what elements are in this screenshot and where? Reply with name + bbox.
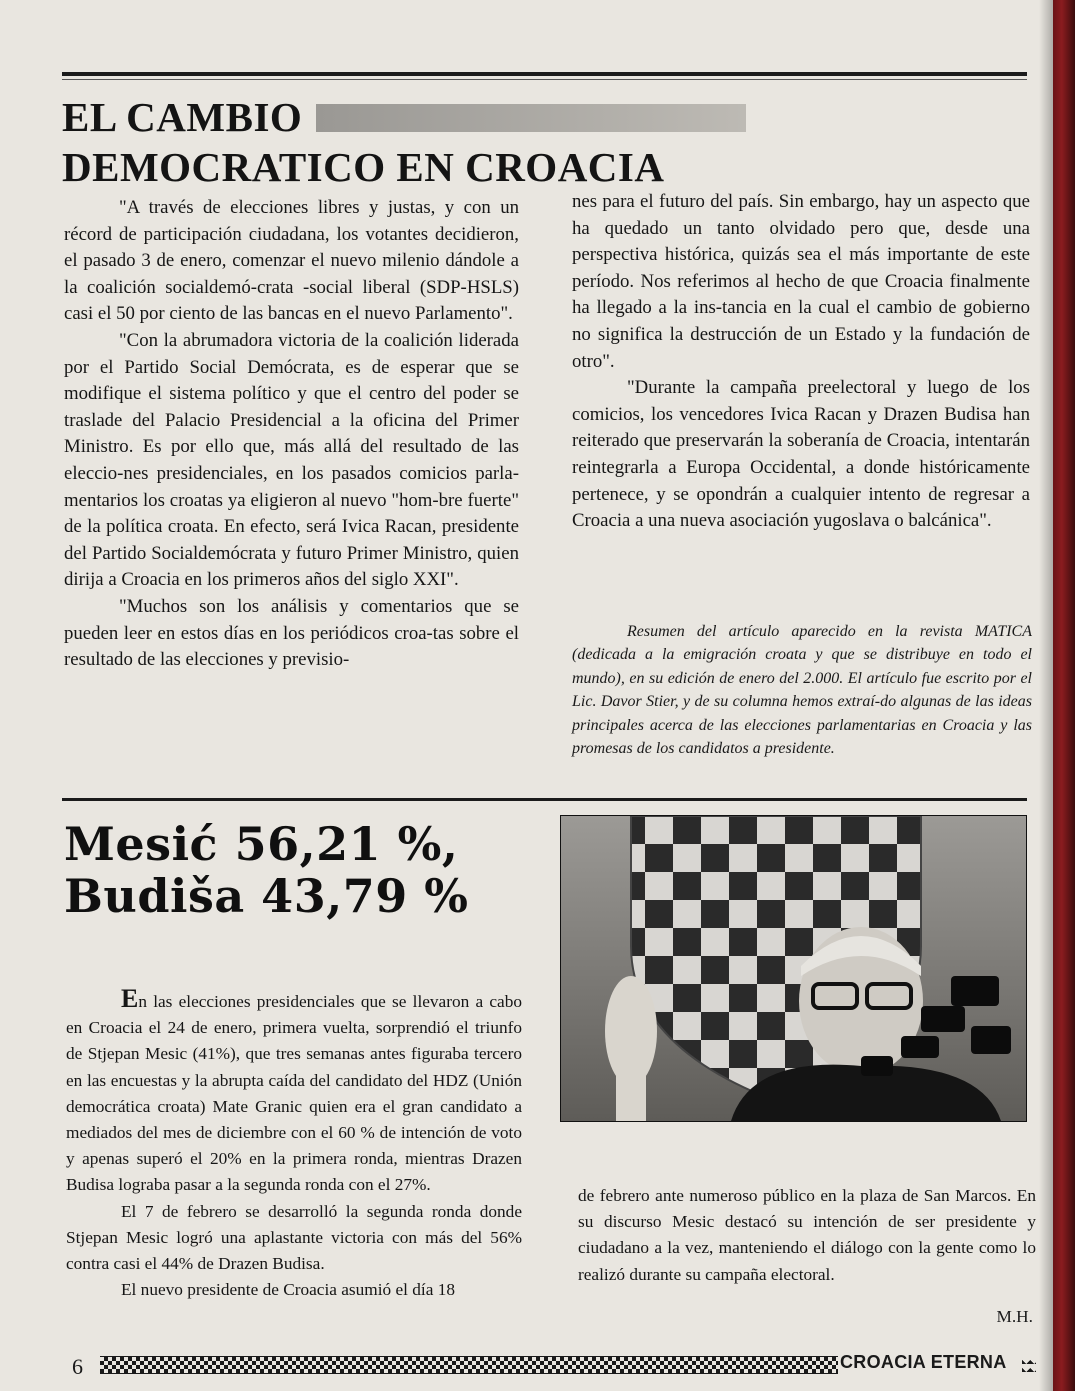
article-right-column xyxy=(572,189,1030,535)
president-photo xyxy=(560,815,1027,1122)
paragraph: de febrero ante numeroso público en la plaza de San Marcos. En su discurso Mesic destacó su intención de ser presidente y ciudadano a la vez, manteniendo el diálogo con la gente como lo realizó durante su campaña electoral. xyxy=(578,1186,1036,1284)
top-rule xyxy=(62,72,1027,76)
paragraph: El 7 de febrero se desarrolló la segunda ronda donde Stjepan Mesic logró una aplastante victoria con más del 56% contra casi el 44% de Drazen Budisa. xyxy=(66,1201,522,1274)
results-headline xyxy=(64,818,544,922)
magazine-name: CROACIA ETERNA xyxy=(840,1352,1007,1372)
paragraph: En las elecciones presidenciales que se llevaron a cabo en Croacia el 24 de enero, primera vuelta, sorprendió el triunfo de Stjepan Mesic (41%), que tres semanas antes figuraba tercero en las encuestas y la abrupta caída del candidato del HDZ (Unión democrática croata) Mate Granic quien era el gran candidato a mediados del mes de diciembre con el 60 % de intención de voto y apenas superó el 20% en la primera ronda, mientras Drazen Budisa lograba pasar a la segunda ronda con el 27%. xyxy=(66,984,522,1195)
top-rule-thin xyxy=(62,79,1027,80)
summary-text: Resumen del artículo aparecido en la revista MATICA (dedicada a la emigración croata y que se distribuye en todo el mundo), en su edición de enero del 2.000. El artículo fue escrito por el Lic. Davor Stier, y de su columna hemos extraí-do algunas de las ideas principales acerca de las elecciones parlamentarias en Croacia y las promesas de los candidatos a presidente. xyxy=(572,623,1032,758)
results-right-column xyxy=(578,1183,1036,1288)
paragraph: nes para el futuro del país. Sin embargo, hay un aspecto que ha quedado un tanto olvidado pero que, desde una perspectiva histórica, quizás sea el más importante de este período. Nos referimos al hecho de que Croacia finalmente ha llegado a la ins-tancia en la cual el cambio de gobierno no significa la destrucción de un Estado y la fundación de otro". xyxy=(572,191,1030,372)
paragraph: "A través de elecciones libres y justas, y con un récord de participación ciudadana, los votantes decidieron, el pasado 3 de enero, comenzar el nuevo milenio dándole a la coalición socialdemó-crata -social liberal (SDP-HSLS) casi el 50 por ciento de las bancas en el nuevo Parlamento". xyxy=(64,197,519,325)
paragraph: "Durante la campaña preelectoral y luego de los comicios, los vencedores Ivica Racan y Drazen Budisa han reiterado que preservarán la soberanía de Croacia, intentarán reintegrarla a Europa Occidental, a donde históricamente pertenece, y se opondrán a cualquier intento de regresar a Croacia a una nueva asociación yugoslava o balcánica". xyxy=(572,377,1030,532)
article-title xyxy=(62,92,762,192)
paragraph: "Con la abrumadora victoria de la coalición liderada por el Partido Social Demócrata, es de esperar que se modifique el sistema político y que el centro del poder se traslade del Palacio Presidencial a la oficina del Primer Ministro. Es por ello que, más allá del resultado de las eleccio-nes presidenciales, en los pasados comicios parla-mentarios los croatas ya eligieron al nuevo "hom-bre fuerte" de la política croata. En efecto, será Ivica Racan, presidente del Partido Socialdemócrata y futuro Primer Ministro, quien dirija a Croacia en los primeros años del siglo XXI". xyxy=(64,329,519,591)
title-line-2: DEMOCRATICO EN CROACIA xyxy=(62,144,665,190)
photo-illustration xyxy=(561,816,1026,1121)
page-number: 6 xyxy=(72,1354,83,1379)
article-left-column xyxy=(64,195,519,674)
checker-end xyxy=(1022,1356,1036,1372)
title-line-1: EL CAMBIO xyxy=(62,94,303,140)
page-shadow xyxy=(1039,0,1053,1391)
paragraph: El nuevo presidente de Croacia asumió el día 18 xyxy=(121,1280,455,1300)
results-left-column xyxy=(66,986,522,1303)
checker-band xyxy=(100,1356,838,1374)
section-rule xyxy=(62,798,1027,801)
author-signature: M.H. xyxy=(996,1307,1033,1326)
article-summary xyxy=(572,620,1032,760)
results-line-1: Mesić 56,21 %, xyxy=(64,817,459,871)
binding-edge xyxy=(1053,0,1075,1391)
paragraph: "Muchos son los análisis y comentarios que se pueden leer en estos días en los periódicos croa-tas sobre el resultado de las elecciones y previsio- xyxy=(64,595,519,671)
results-line-2: Budiša 43,79 % xyxy=(64,869,469,923)
